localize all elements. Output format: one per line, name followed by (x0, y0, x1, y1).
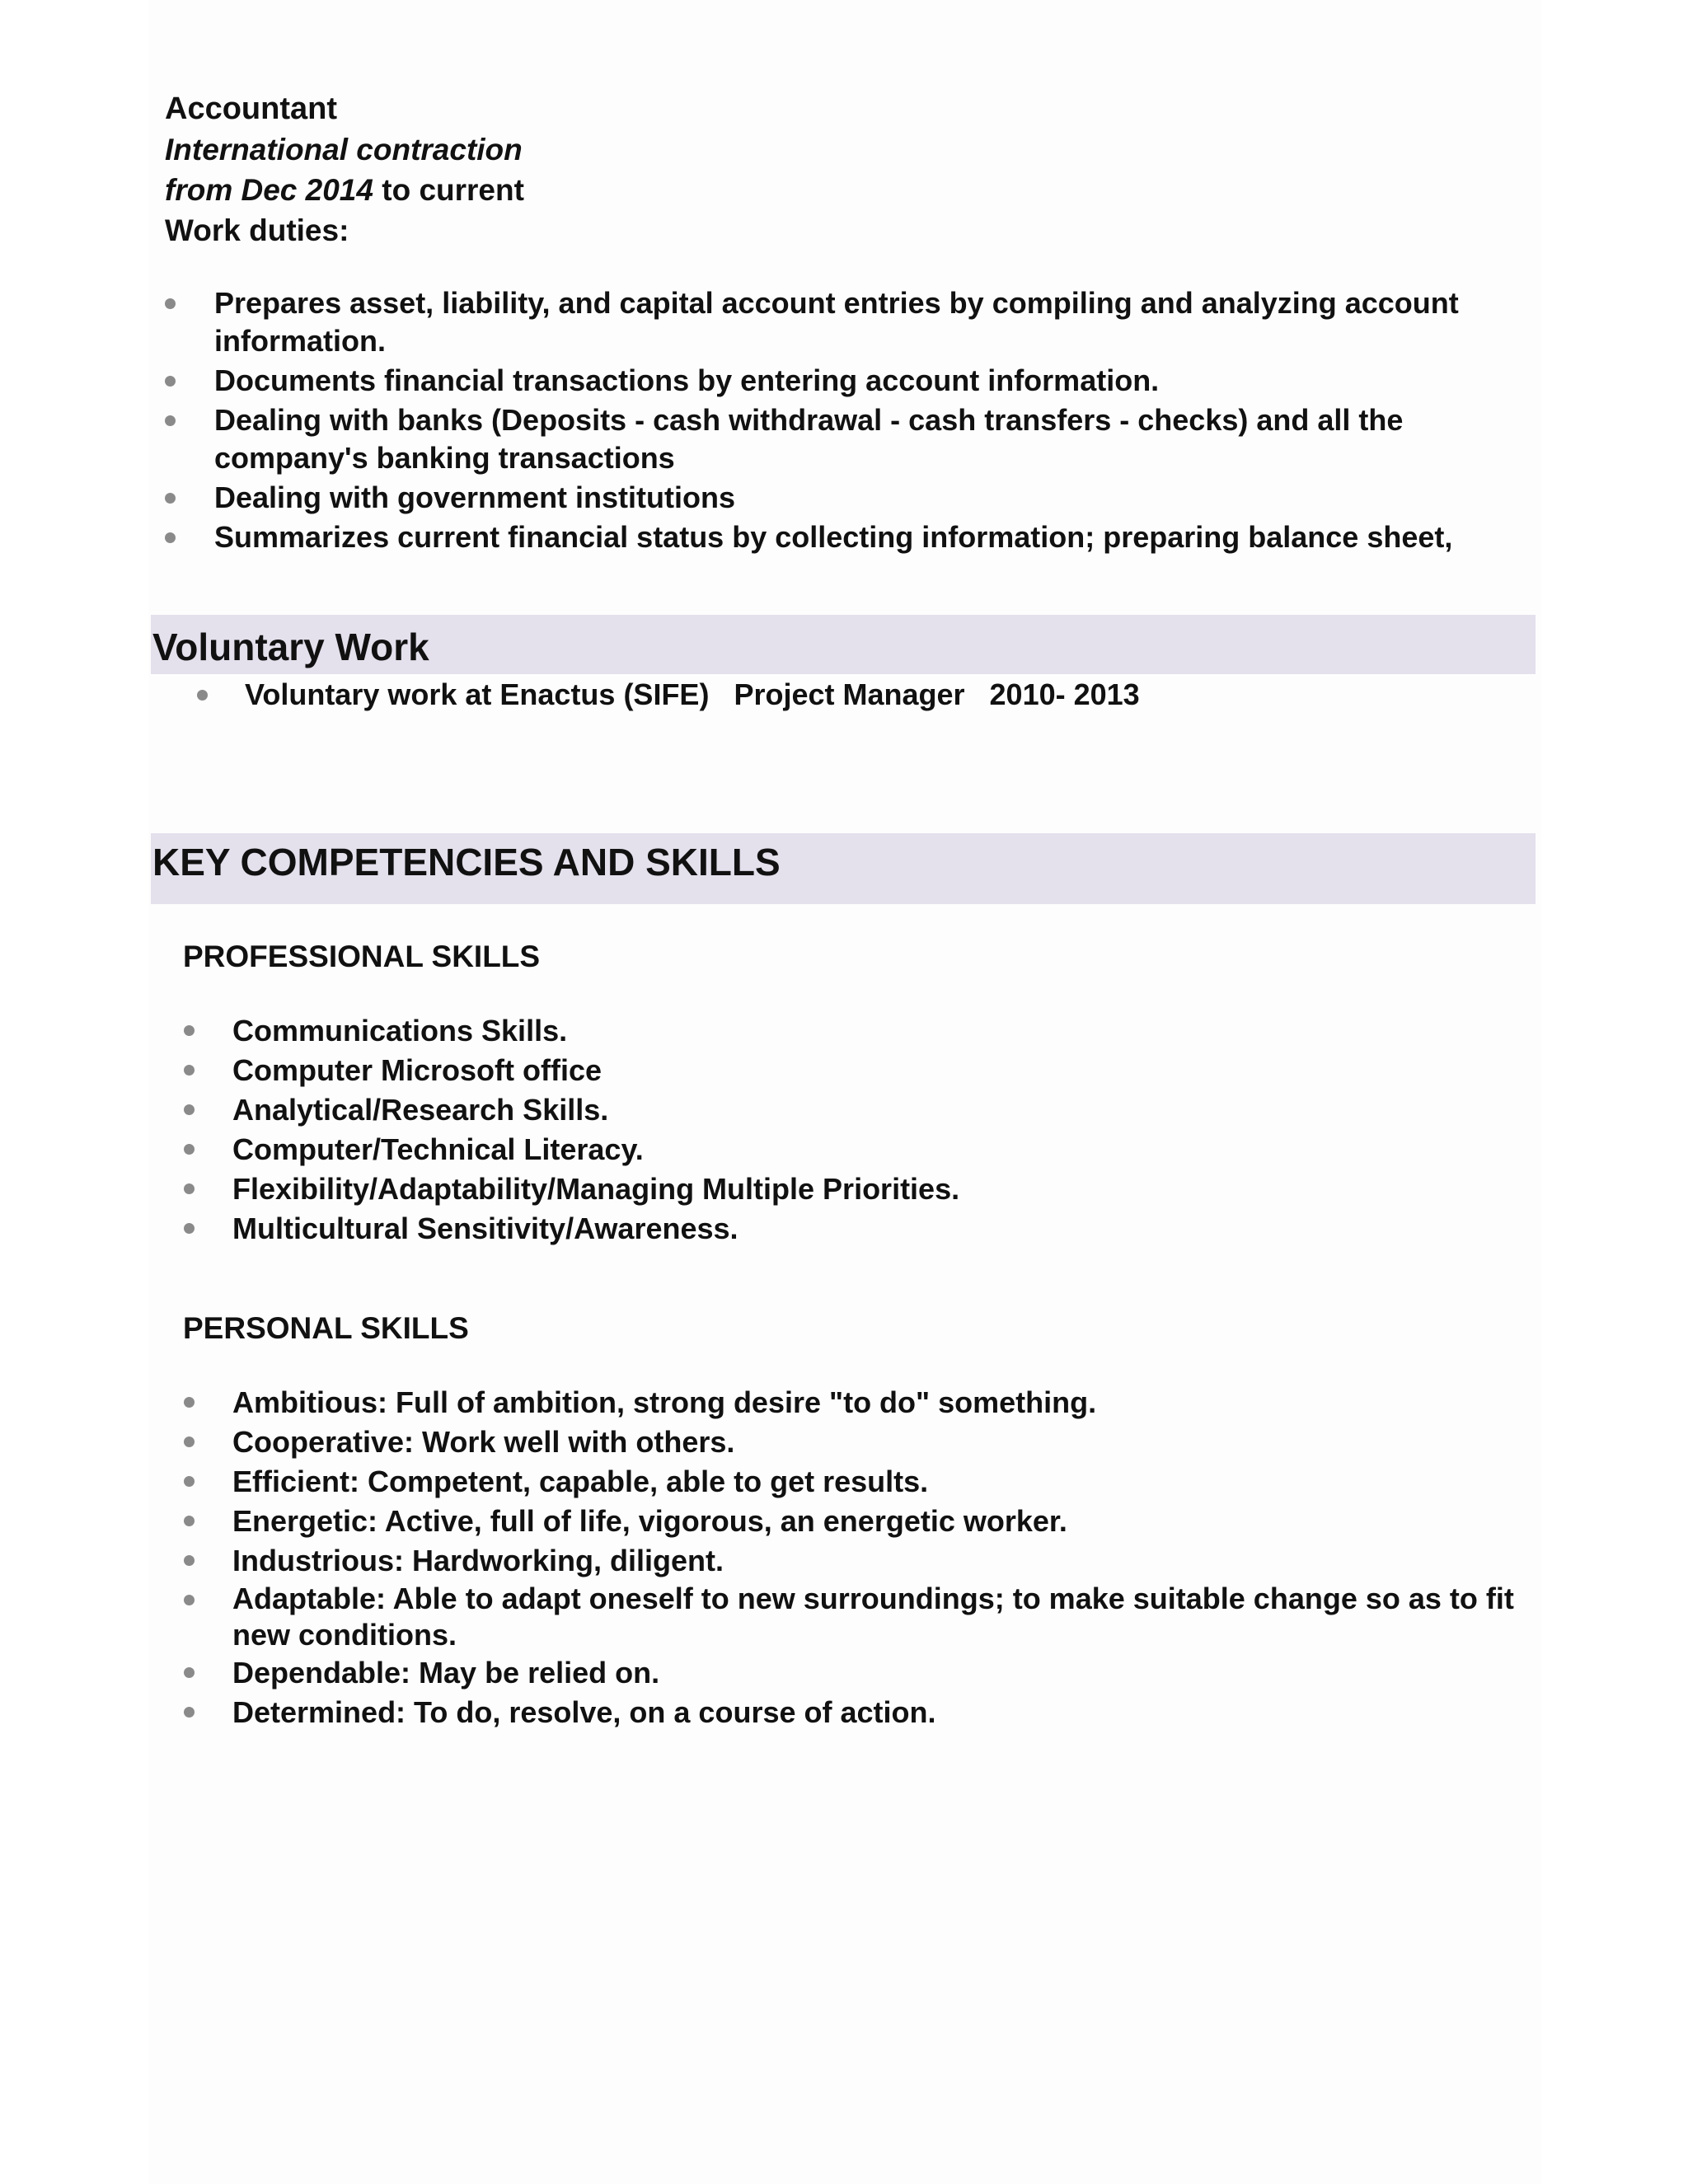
duties-label: Work duties: (165, 213, 349, 247)
list-item: Multicultural Sensitivity/Awareness. (232, 1209, 1535, 1249)
list-item: Industrious: Hardworking, diligent. (232, 1541, 1535, 1581)
list-item: Documents financial transactions by entering account information. (214, 362, 1533, 400)
list-item: Adaptable: Able to adapt oneself to new surroundings; to make suitable change so as to fit new conditions. (232, 1581, 1535, 1653)
list-item: Communications Skills. (232, 1011, 1535, 1051)
list-item: Cooperative: Work well with others. (232, 1422, 1535, 1462)
list-item: Prepares asset, liability, and capital account entries by compiling and analyzing account information. (214, 284, 1533, 360)
list-item: Energetic: Active, full of life, vigorous, an energetic worker. (232, 1502, 1535, 1541)
list-item: Ambitious: Full of ambition, strong desire "to do" something. (232, 1383, 1535, 1422)
job-company: International contraction (165, 133, 523, 166)
personal-skills-list (232, 1383, 1535, 1732)
list-item: Voluntary work at Enactus (SIFE) Project Manager 2010- 2013 (245, 676, 1481, 714)
professional-skills-list (232, 1011, 1535, 1249)
list-item: Flexibility/Adaptability/Managing Multiple Priorities. (232, 1169, 1535, 1209)
list-item: Dealing with banks (Deposits - cash withdrawal - cash transfers - checks) and all the company's banking transactions (214, 401, 1533, 477)
section-title: Voluntary Work (152, 626, 429, 668)
job-title: Accountant (165, 91, 337, 126)
section-title: KEY COMPETENCIES AND SKILLS (152, 841, 781, 883)
list-item: Computer/Technical Literacy. (232, 1130, 1535, 1169)
list-item: Analytical/Research Skills. (232, 1090, 1535, 1130)
voluntary-list (245, 676, 1481, 714)
job-entry (165, 89, 524, 251)
duties-list (214, 284, 1533, 558)
voluntary-section-header (151, 615, 1536, 674)
list-item: Dealing with government institutions (214, 479, 1533, 517)
professional-skills-heading: PROFESSIONAL SKILLS (183, 940, 541, 973)
list-item: Dependable: May be relied on. (232, 1653, 1535, 1693)
list-item: Efficient: Competent, capable, able to get results. (232, 1462, 1535, 1502)
job-period: from Dec 2014 to current (165, 173, 524, 207)
list-item: Determined: To do, resolve, on a course of action. (232, 1693, 1535, 1732)
list-item: Summarizes current financial status by collecting information; preparing balance sheet, (214, 518, 1533, 556)
personal-skills-heading: PERSONAL SKILLS (183, 1311, 469, 1345)
list-item: Computer Microsoft office (232, 1051, 1535, 1090)
competencies-section-header (151, 833, 1536, 904)
